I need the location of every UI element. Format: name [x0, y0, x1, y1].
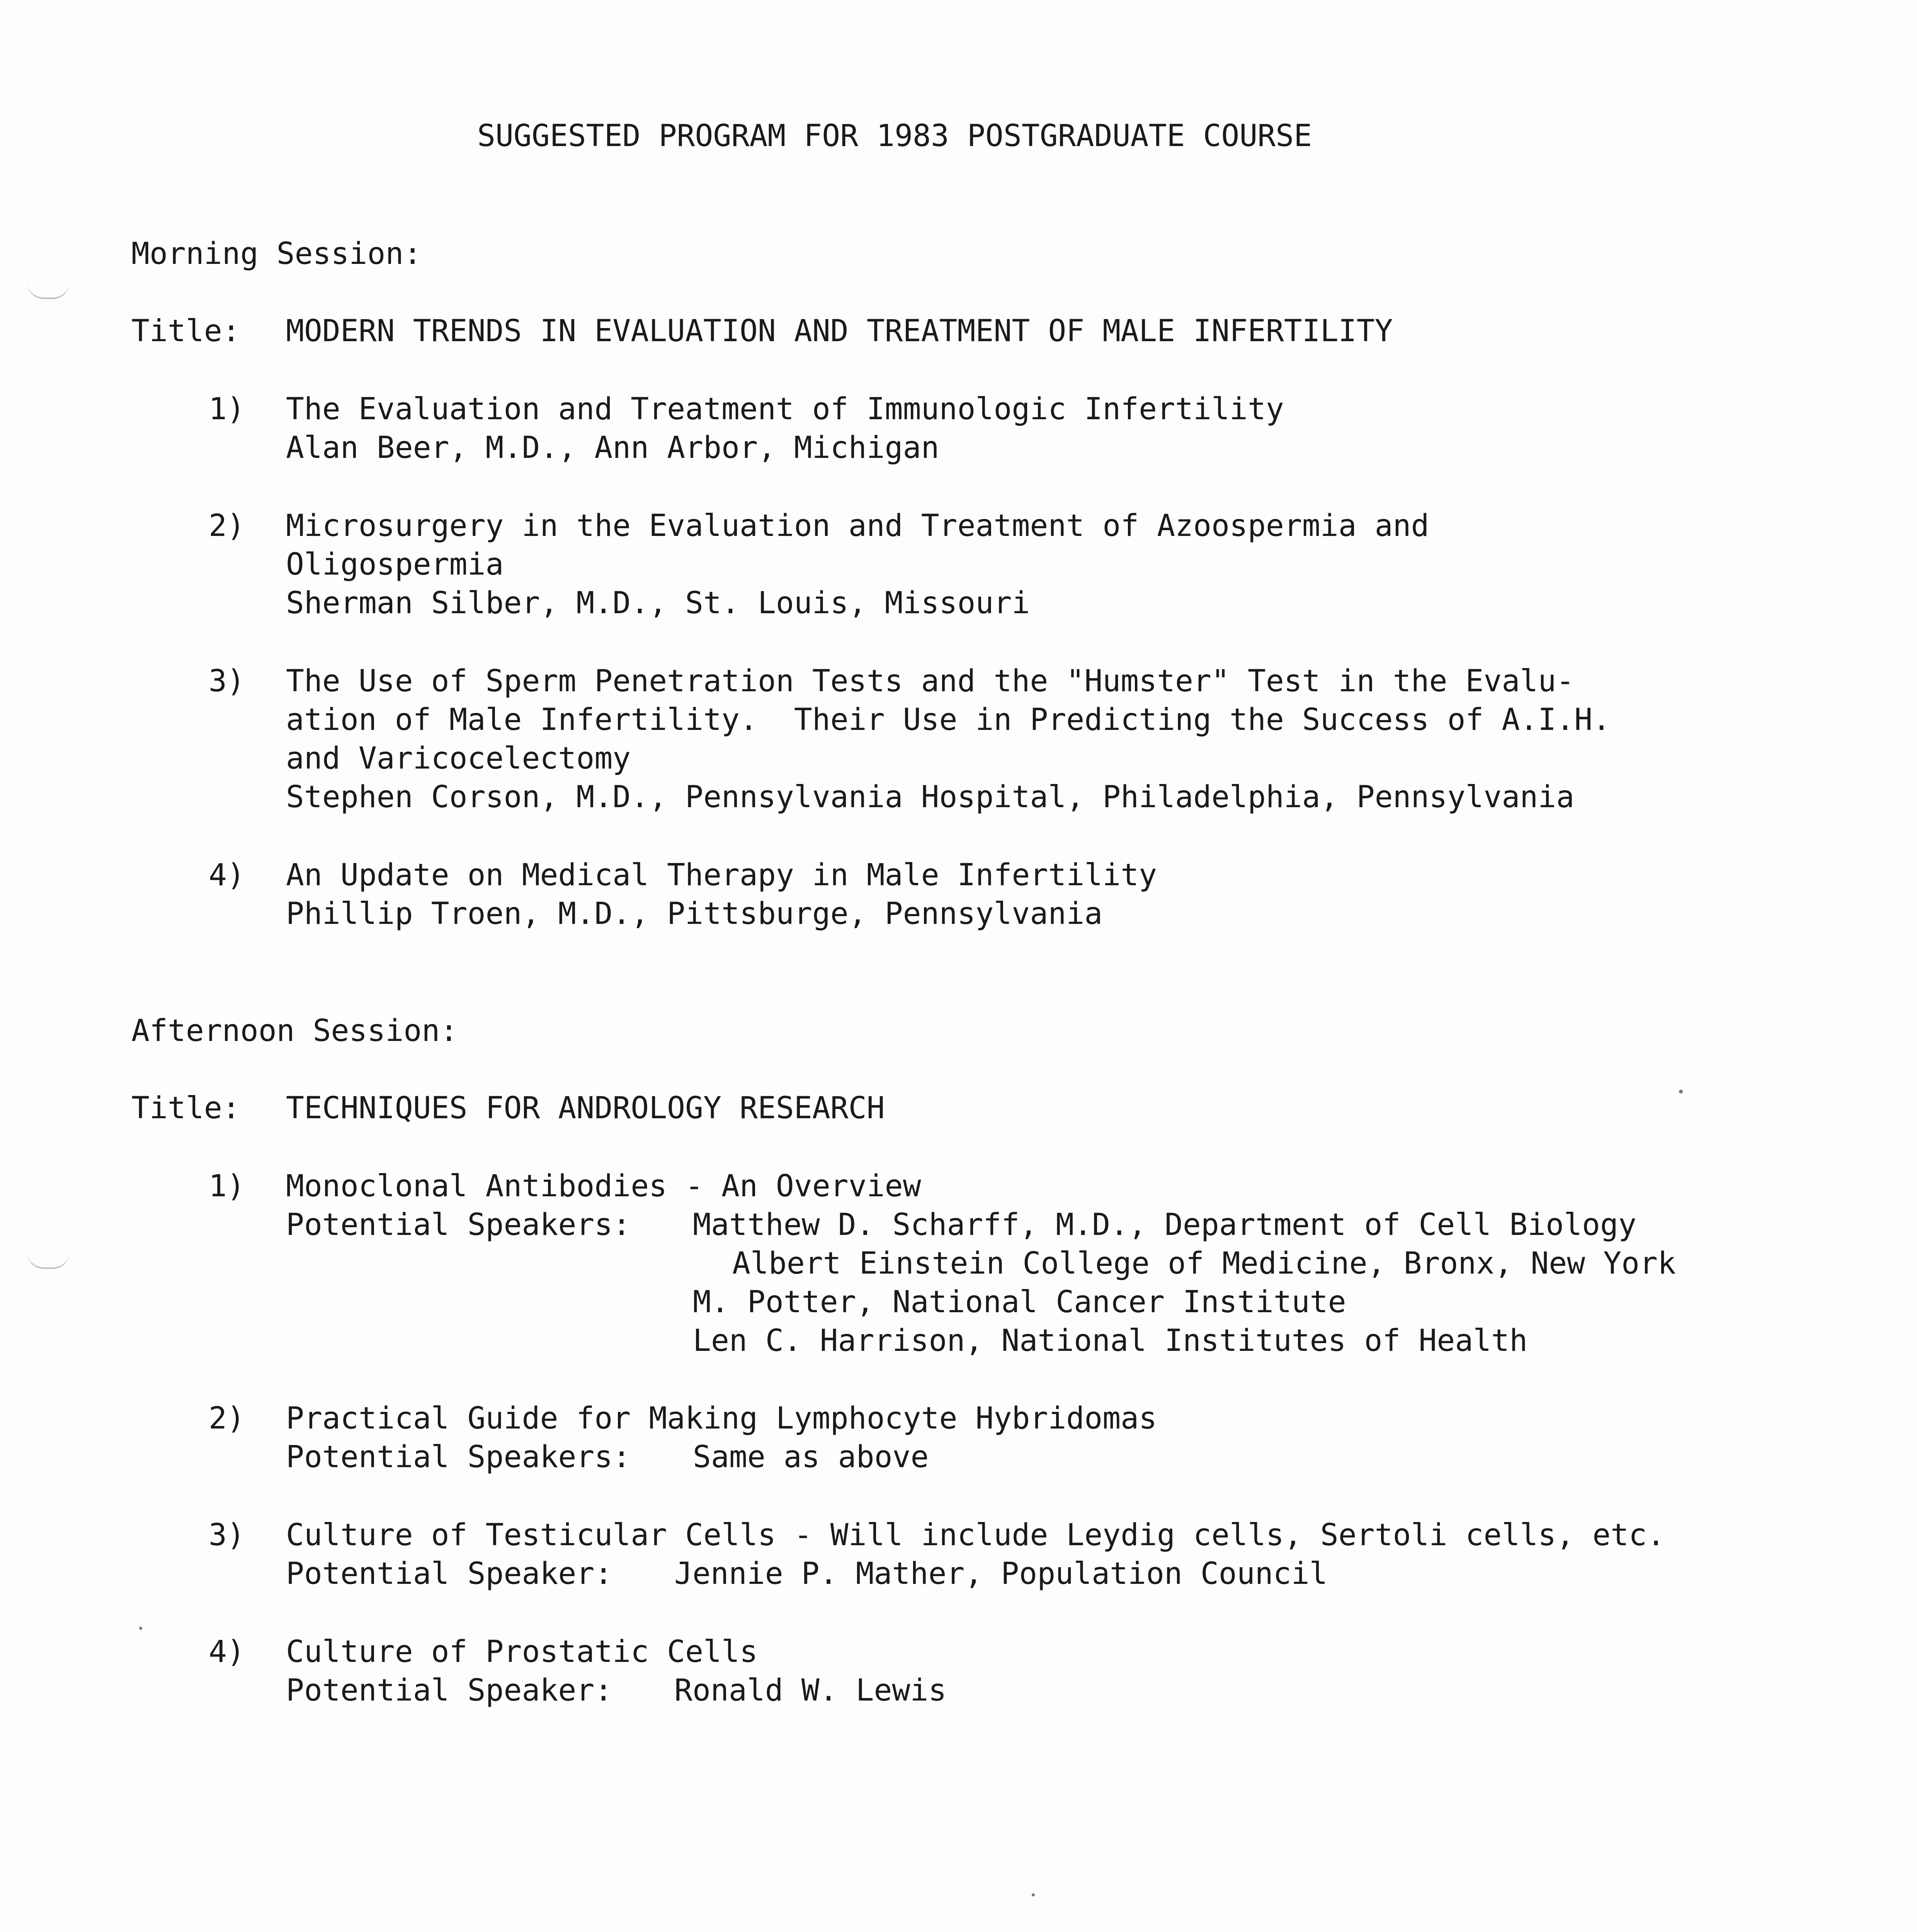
afternoon-item-3-speaker-label: Potential Speaker:: [286, 1556, 613, 1591]
afternoon-item-4-topic: Culture of Prostatic Cells: [286, 1634, 758, 1669]
morning-item-3-topic-line-3: and Varicocelectomy: [286, 741, 631, 776]
scan-speck: [139, 1627, 142, 1630]
afternoon-item-1-speaker-line-1: Matthew D. Scharff, M.D., Department of Cell Biology: [693, 1208, 1636, 1242]
morning-item-1-topic: The Evaluation and Treatment of Immunologic Infertility: [286, 392, 1284, 427]
scan-speck: [1679, 1090, 1683, 1094]
afternoon-item-2-speaker: Same as above: [693, 1440, 929, 1475]
morning-title: MODERN TRENDS IN EVALUATION AND TREATMENT OF MALE INFERTILITY: [286, 314, 1393, 349]
morning-item-3-topic-line-1: The Use of Sperm Penetration Tests and the "Humster" Test in the Evalu-: [286, 664, 1575, 699]
afternoon-item-2-number: 2): [209, 1401, 245, 1436]
afternoon-item-4-speaker-label: Potential Speaker:: [286, 1673, 613, 1708]
morning-item-3-speaker: Stephen Corson, M.D., Pennsylvania Hospital, Philadelphia, Pennsylvania: [286, 780, 1575, 815]
morning-item-1-speaker: Alan Beer, M.D., Ann Arbor, Michigan: [286, 430, 939, 465]
scan-speck: [1032, 1893, 1035, 1896]
morning-session-label: Morning Session:: [131, 236, 422, 271]
morning-item-4-number: 4): [209, 858, 245, 893]
afternoon-item-3-topic: Culture of Testicular Cells - Will include Leydig cells, Sertoli cells, etc.: [286, 1518, 1665, 1553]
afternoon-item-1-speaker-line-3: M. Potter, National Cancer Institute: [693, 1285, 1346, 1320]
afternoon-session-label: Afternoon Session:: [131, 1014, 458, 1048]
afternoon-item-1-speaker-label: Potential Speakers:: [286, 1208, 631, 1242]
afternoon-title-label: Title:: [131, 1091, 240, 1126]
morning-item-1-number: 1): [209, 392, 245, 427]
margin-mark: [27, 1252, 70, 1269]
morning-item-2-topic-line-1: Microsurgery in the Evaluation and Treatment of Azoospermia and: [286, 509, 1429, 543]
morning-item-2-topic-line-2: Oligospermia: [286, 547, 504, 582]
afternoon-item-4-speaker: Ronald W. Lewis: [674, 1673, 947, 1708]
afternoon-item-1-topic: Monoclonal Antibodies - An Overview: [286, 1169, 921, 1204]
afternoon-title: TECHNIQUES FOR ANDROLOGY RESEARCH: [286, 1091, 885, 1126]
morning-title-label: Title:: [131, 314, 240, 349]
morning-item-2-speaker: Sherman Silber, M.D., St. Louis, Missouri: [286, 586, 1030, 621]
margin-mark: [27, 282, 70, 299]
morning-item-3-number: 3): [209, 664, 245, 699]
afternoon-item-3-speaker: Jennie P. Mather, Population Council: [674, 1556, 1328, 1591]
afternoon-item-2-speaker-label: Potential Speakers:: [286, 1440, 631, 1475]
morning-item-3-topic-line-2: ation of Male Infertility. Their Use in Predicting the Success of A.I.H.: [286, 702, 1611, 737]
afternoon-item-1-speaker-line-2: Albert Einstein College of Medicine, Bronx, New York: [732, 1246, 1676, 1281]
morning-item-2-number: 2): [209, 509, 245, 543]
page-heading: SUGGESTED PROGRAM FOR 1983 POSTGRADUATE COURSE: [477, 119, 1312, 153]
afternoon-item-1-number: 1): [209, 1169, 245, 1204]
morning-item-4-topic: An Update on Medical Therapy in Male Infertility: [286, 858, 1157, 893]
afternoon-item-1-speaker-line-4: Len C. Harrison, National Institutes of Health: [693, 1323, 1528, 1358]
afternoon-item-4-number: 4): [209, 1634, 245, 1669]
morning-item-4-speaker: Phillip Troen, M.D., Pittsburge, Pennsylvania: [286, 896, 1103, 931]
afternoon-item-3-number: 3): [209, 1518, 245, 1553]
afternoon-item-2-topic: Practical Guide for Making Lymphocyte Hybridomas: [286, 1401, 1157, 1436]
